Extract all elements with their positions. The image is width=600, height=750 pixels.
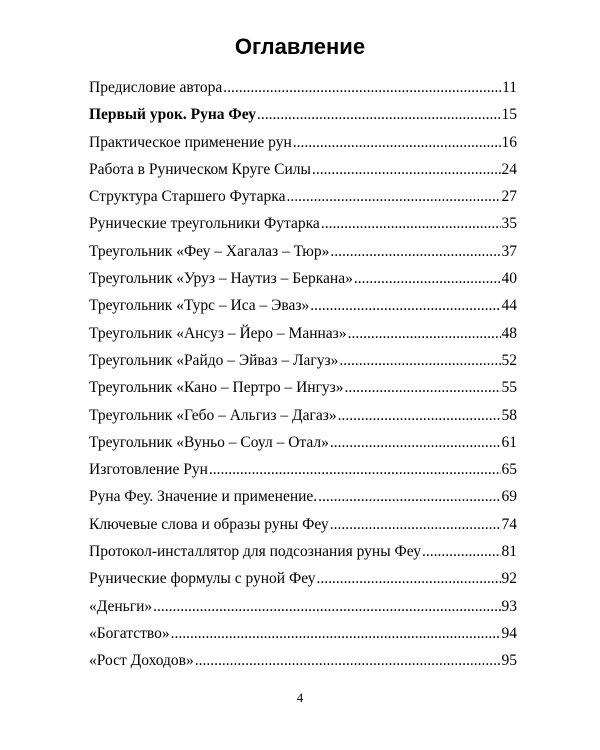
toc-entry: [89, 183, 517, 210]
dot-leader: [312, 156, 501, 183]
toc-entry: [89, 347, 517, 374]
dot-leader: [209, 456, 501, 483]
toc-entry: [89, 210, 517, 237]
toc-entry-page: 95: [501, 652, 517, 670]
toc-entry: [89, 238, 517, 265]
dot-leader: [310, 292, 500, 319]
toc-entry: [89, 156, 517, 183]
toc-entry: [89, 538, 517, 565]
dot-leader: [293, 129, 501, 156]
table-of-contents: [89, 74, 517, 675]
toc-entry-title: Протокол-инсталлятор для подсознания руны Феу: [89, 543, 421, 561]
dot-leader: [171, 620, 501, 647]
toc-entry: [89, 292, 517, 319]
toc-entry-title: Треугольник «Феу – Хагалаз – Тюр»: [89, 242, 330, 260]
toc-entry-page: 58: [501, 406, 517, 424]
toc-entry-page: 92: [501, 570, 517, 588]
toc-entry-title: Треугольник «Гебо – Альгиз – Дагаз»: [89, 406, 337, 424]
toc-entry-page: 11: [502, 79, 517, 96]
dot-leader: [318, 483, 500, 510]
dot-leader: [339, 347, 500, 374]
toc-entry-page: 94: [501, 624, 517, 642]
toc-entry-page: 44: [501, 297, 517, 315]
toc-entry: [89, 593, 517, 620]
toc-entry: [89, 265, 517, 292]
toc-entry-title: Треугольник «Ансуз – Йеро – Манназ»: [89, 324, 347, 342]
toc-entry-title: Предисловие автора: [89, 79, 223, 96]
dot-leader: [153, 593, 500, 620]
toc-entry: [89, 647, 517, 674]
dot-leader: [316, 565, 500, 592]
toc-entry: [89, 456, 517, 483]
toc-entry-title: Структура Старшего Футарка: [89, 188, 286, 206]
toc-entry-title: Треугольник «Турс – Иса – Эваз»: [89, 297, 310, 315]
toc-entry-page: 69: [501, 488, 517, 506]
dot-leader: [330, 238, 500, 265]
toc-entry: [89, 320, 517, 347]
dot-leader: [223, 74, 501, 101]
toc-entry-title: Руна Феу. Значение и применение.: [89, 488, 318, 506]
toc-entry-title: Треугольник «Вуньо – Соул – Отал»: [89, 433, 329, 451]
toc-entry-page: 74: [501, 515, 517, 533]
toc-entry-title: Практическое применение рун: [89, 133, 292, 151]
dot-leader: [330, 429, 501, 456]
toc-entry-title: Рунические треугольники Футарка: [89, 215, 320, 233]
dot-leader: [330, 511, 501, 538]
toc-entry: [89, 101, 517, 128]
toc-entry: [89, 374, 517, 401]
dot-leader: [338, 402, 501, 429]
toc-entry-page: 35: [501, 215, 517, 233]
toc-entry-page: 93: [501, 597, 517, 615]
toc-entry-title: «Рост Доходов»: [89, 652, 194, 670]
dot-leader: [422, 538, 501, 565]
toc-entry-title: Изготовление Рун: [89, 461, 208, 479]
toc-entry: [89, 511, 517, 538]
toc-entry: [89, 483, 517, 510]
toc-entry-page: 52: [501, 351, 517, 369]
dot-leader: [348, 320, 501, 347]
toc-entry-page: 81: [501, 543, 517, 561]
page-title: Оглавление: [234, 34, 366, 59]
toc-entry-title: «Богатство»: [89, 624, 170, 642]
page-number: 4: [296, 690, 304, 705]
toc-entry-title: Работа в Руническом Круге Силы: [89, 160, 311, 178]
toc-entry: [89, 429, 517, 456]
dot-leader: [286, 183, 500, 210]
toc-entry-page: 15: [501, 106, 517, 124]
toc-entry-page: 48: [501, 324, 517, 342]
toc-entry-page: 40: [501, 270, 517, 288]
toc-entry-page: 55: [501, 379, 517, 397]
toc-entry-title: Треугольник «Кано – Пертро – Ингуз»: [89, 379, 344, 397]
toc-entry-page: 27: [501, 188, 517, 206]
toc-entry: [89, 129, 517, 156]
dot-leader: [195, 647, 501, 674]
toc-entry-page: 24: [501, 160, 517, 178]
toc-entry-title: Рунические формулы с руной Феу: [89, 570, 316, 588]
dot-leader: [354, 265, 501, 292]
dot-leader: [321, 210, 501, 237]
dot-leader: [257, 101, 501, 128]
toc-entry: [89, 565, 517, 592]
toc-entry-page: 61: [501, 433, 517, 451]
toc-entry-page: 37: [501, 242, 517, 260]
toc-entry-title: Треугольник «Уруз – Наутиз – Беркана»: [89, 270, 353, 288]
toc-entry: [89, 74, 517, 101]
dot-leader: [345, 374, 501, 401]
toc-entry-page: 65: [501, 461, 517, 479]
toc-entry-title: Ключевые слова и образы руны Феу: [89, 515, 329, 533]
toc-entry: [89, 402, 517, 429]
toc-entry-title: «Деньги»: [89, 597, 153, 615]
toc-entry-page: 16: [501, 133, 517, 151]
toc-entry-title: Первый урок. Руна Феу: [89, 106, 256, 124]
toc-entry-title: Треугольник «Райдо – Эйваз – Лагуз»: [89, 351, 339, 369]
toc-entry: [89, 620, 517, 647]
